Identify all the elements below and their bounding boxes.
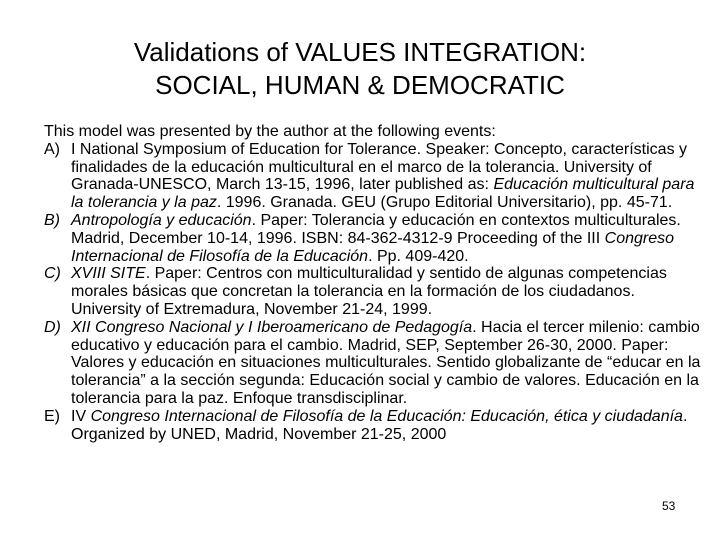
event-marker: D) <box>44 318 61 336</box>
event-text-segment: . Hacia el tercer milenio: cambio educativo y educación para el cambio. Madrid, SEP, September 26-30, 2000. Paper: Valores y educación en situaciones multiculturales. Sentido globalizante de “educar en la tolerancia” a la sección segunda: Educación social y cambio de valores. Educación en la tolerancia para la paz. Enfoque transdisciplinar. <box>71 318 701 407</box>
event-item <box>44 141 704 212</box>
event-marker: C) <box>44 265 61 283</box>
event-text <box>71 212 681 265</box>
title-line-1: Validations of VALUES INTEGRATION: <box>133 37 587 67</box>
event-marker: E) <box>44 407 60 425</box>
title-line-2: SOCIAL, HUMAN & DEMOCRATIC <box>155 70 565 100</box>
event-title-italic: XII Congreso Nacional y I Iberoamericano de Pedagogía <box>71 318 473 336</box>
event-text-segment: . 1996. Granada. GEU (Grupo Editorial Universitario), pp. 45-71. <box>216 194 673 212</box>
event-text-segment: I National Symposium of Education for Tolerance. Speaker: Concepto, características y finalidades de la educación multicultural en el marco de la tolerancia. University of Granada-UNESCO, March 13-15, 1996, later published as: <box>71 140 688 194</box>
slide-title <box>40 36 680 102</box>
event-title-italic: Congreso Internacional de Filosofía de la Educación: Educación, ética y ciudadanía <box>90 407 683 425</box>
event-title-italic: Antropología y educación <box>71 211 252 229</box>
event-marker: A) <box>44 140 60 158</box>
event-marker: B) <box>44 211 60 229</box>
event-text <box>71 408 687 443</box>
event-list <box>44 141 704 444</box>
event-item <box>44 212 704 265</box>
intro-text: This model was presented by the author at the following events: <box>44 123 496 140</box>
event-item <box>44 408 704 444</box>
event-text-segment: . Pp. 409-420. <box>368 247 469 265</box>
event-text-segment: . Paper: Tolerancia y educación en contextos multiculturales. Madrid, December 10-14, 1996. ISBN: 84-362-4312-9 Proceeding of the III <box>71 211 681 247</box>
event-item <box>44 319 704 408</box>
event-title-italic: Congreso Internacional de Filosofía de la Educación <box>71 229 675 265</box>
event-title-italic: XVIII SITE <box>71 265 146 283</box>
event-text-segment: . Paper: Centros con multiculturalidad y sentido de algunas competencias morales básicas que concretan la tolerancia en la formación de los ciudadanos. University of Extremadura, November 21-24, 1999. <box>71 265 667 318</box>
event-text <box>71 141 694 211</box>
page-number: 53 <box>662 499 676 513</box>
event-title-italic: Educación multicultural para la tolerancia y la paz <box>71 176 695 212</box>
event-text <box>71 265 667 318</box>
event-text-segment: IV <box>71 407 91 425</box>
event-item <box>44 265 704 318</box>
event-text-segment: . Organized by UNED, Madrid, November 21-25, 2000 <box>71 407 688 443</box>
event-text <box>71 319 700 407</box>
slide-body <box>44 123 704 443</box>
